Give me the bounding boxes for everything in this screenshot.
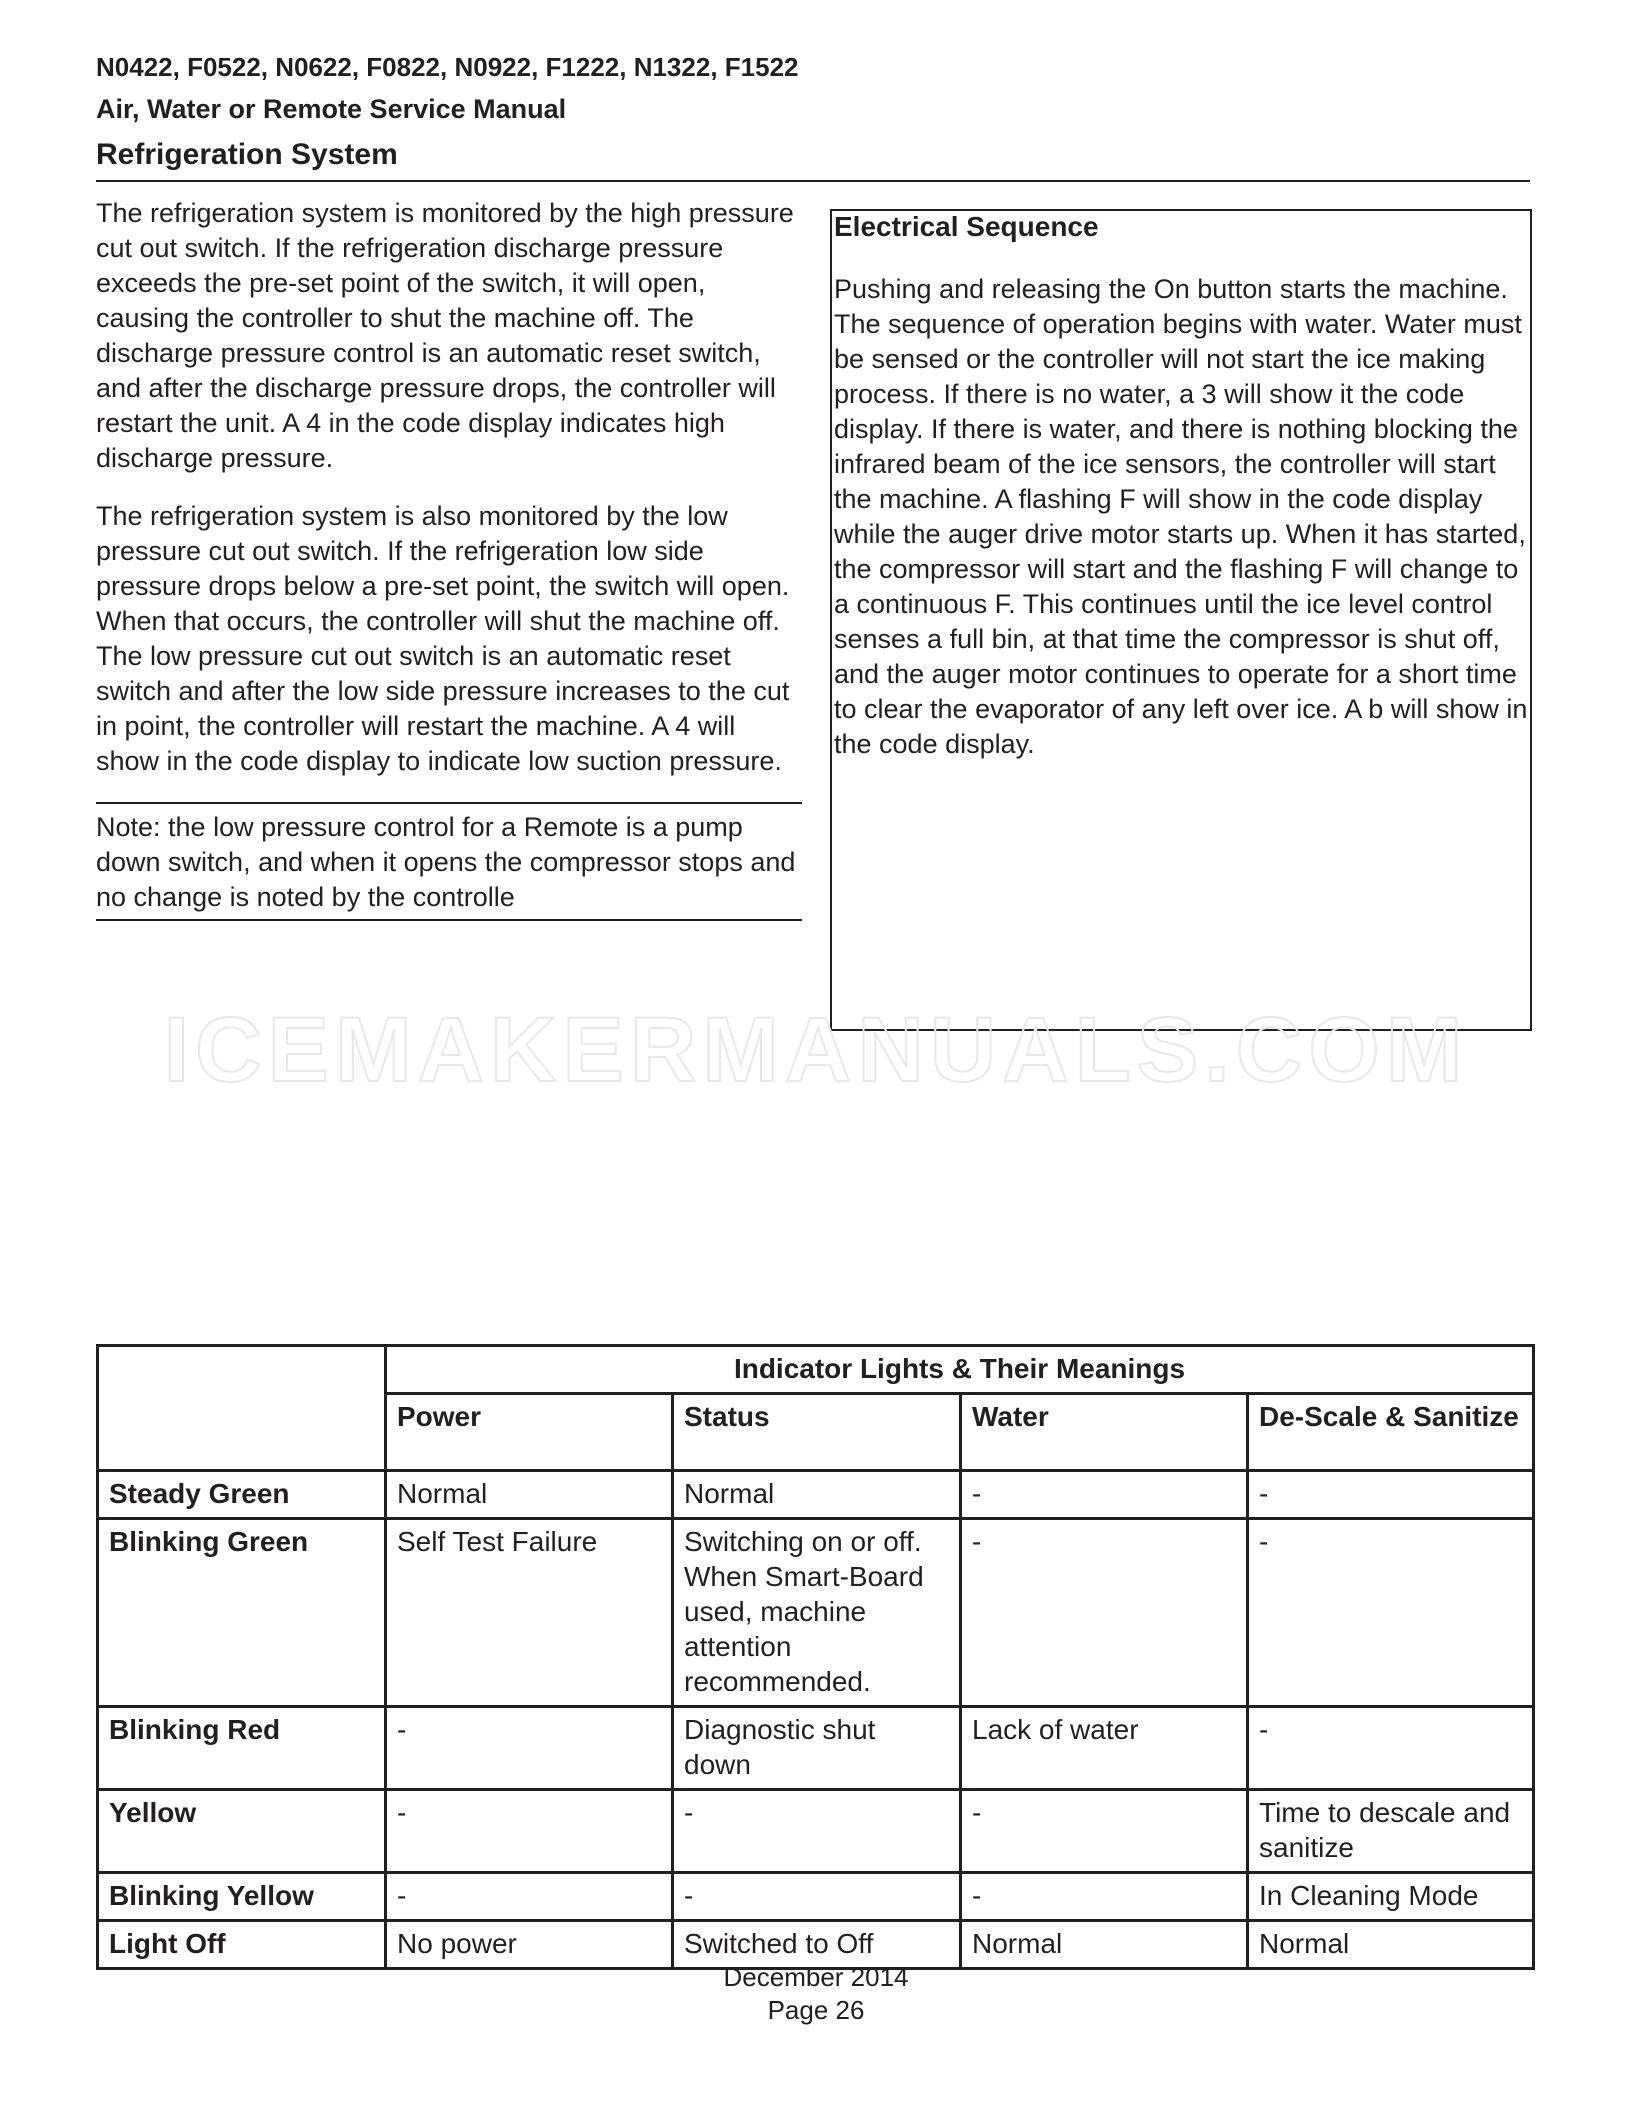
footer-date: December 2014 (723, 1962, 909, 1992)
row-label: Blinking Yellow (98, 1873, 386, 1921)
col-header-water: Water (961, 1394, 1248, 1471)
table-cell: - (673, 1790, 961, 1873)
electrical-sequence-body: Pushing and releasing the On button starts the machine. The sequence of operation begins with water. Water must be sensed or the controller will not start the ice making process. If there is no water, a 3 will show it the code display. If there is water, and there is nothing blocking the infrared beam of the ice sensors, the controller will start the machine. A flashing F will show in the code display while the auger drive motor starts up. When it has started, the compressor will start and the flashing F will change to a continuous F. This continues until the ice level control senses a full bin, at that time the compressor is shut off, and the auger motor continues to operate for a short time to clear the evaporator of any left over ice. A b will show in the code display. (834, 274, 1528, 759)
table-row (98, 1707, 1534, 1790)
table-cell: - (961, 1519, 1248, 1707)
high-pressure-paragraph: The refrigeration system is monitored by the high pressure cut out switch. If the refrigeration discharge pressure exceeds the pre-set point of the switch, it will open, causing the controller to shut the machine off. The discharge pressure control is an automatic reset switch, and after the discharge pressure drops, the controller will restart the unit. A 4 in the code display indicates high discharge pressure. (96, 198, 794, 473)
col-header-power: Power (386, 1394, 673, 1471)
electrical-sequence-box (830, 209, 1532, 1031)
note-bottom-rule (96, 919, 802, 921)
table-cell: - (673, 1873, 961, 1921)
indicator-lights-table (96, 1344, 1535, 1970)
table-cell: - (1248, 1471, 1534, 1519)
table-cell: - (961, 1471, 1248, 1519)
row-label: Yellow (98, 1790, 386, 1873)
remote-note: Note: the low pressure control for a Remote is a pump down switch, and when it opens the compressor stops and no change is noted by the controlle (96, 812, 796, 912)
table-cell: Normal (1248, 1921, 1534, 1969)
table-cell: Diagnostic shut down (673, 1707, 961, 1790)
table-cell: No power (386, 1921, 673, 1969)
page-footer (0, 1961, 1632, 2027)
header-divider (96, 180, 1530, 182)
table-cell: Normal (961, 1921, 1248, 1969)
table-cell: - (961, 1873, 1248, 1921)
table-cell: Normal (386, 1471, 673, 1519)
electrical-sequence-title: Electrical Sequence (834, 211, 1099, 242)
table-cell: - (961, 1790, 1248, 1873)
table-cell: - (386, 1790, 673, 1873)
row-label: Blinking Green (98, 1519, 386, 1707)
watermark: ICEMAKERMANUALS.COM (163, 999, 1469, 1101)
row-label: Steady Green (98, 1471, 386, 1519)
table-cell: Self Test Failure (386, 1519, 673, 1707)
table-cell: Switching on or off. When Smart-Board used, machine attention recommended. (673, 1519, 961, 1707)
table-cell: - (1248, 1707, 1534, 1790)
manual-title: Air, Water or Remote Service Manual (96, 94, 567, 124)
left-column (96, 196, 802, 921)
table-cell: In Cleaning Mode (1248, 1873, 1534, 1921)
col-header-descale: De-Scale & Sanitize (1248, 1394, 1534, 1471)
low-pressure-paragraph: The refrigeration system is also monitored by the low pressure cut out switch. If the refrigeration low side pressure drops below a pre-set point, the switch will open. When that occurs, the controller will shut the machine off. The low pressure cut out switch is an automatic reset switch and after the low side pressure increases to the cut in point, the controller will restart the machine. A 4 will show in the code display to indicate low suction pressure. (96, 501, 790, 776)
model-numbers: N0422, F0522, N0622, F0822, N0922, F1222, N1322, F1522 (96, 52, 799, 82)
table-row (98, 1471, 1534, 1519)
table-row (98, 1790, 1534, 1873)
table-cell: Lack of water (961, 1707, 1248, 1790)
table-cell: - (1248, 1519, 1534, 1707)
col-header-status: Status (673, 1394, 961, 1471)
table-cell: - (386, 1707, 673, 1790)
table-row (98, 1519, 1534, 1707)
table-row (98, 1873, 1534, 1921)
table-corner (98, 1346, 386, 1471)
row-label: Light Off (98, 1921, 386, 1969)
table-cell: Switched to Off (673, 1921, 961, 1969)
table-cell: Time to descale and sanitize (1248, 1790, 1534, 1873)
row-label: Blinking Red (98, 1707, 386, 1790)
section-title: Refrigeration System (96, 138, 398, 171)
table-title: Indicator Lights & Their Meanings (386, 1346, 1534, 1394)
footer-page-number: Page 26 (767, 1995, 865, 2025)
table-cell: Normal (673, 1471, 961, 1519)
table-cell: - (386, 1873, 673, 1921)
